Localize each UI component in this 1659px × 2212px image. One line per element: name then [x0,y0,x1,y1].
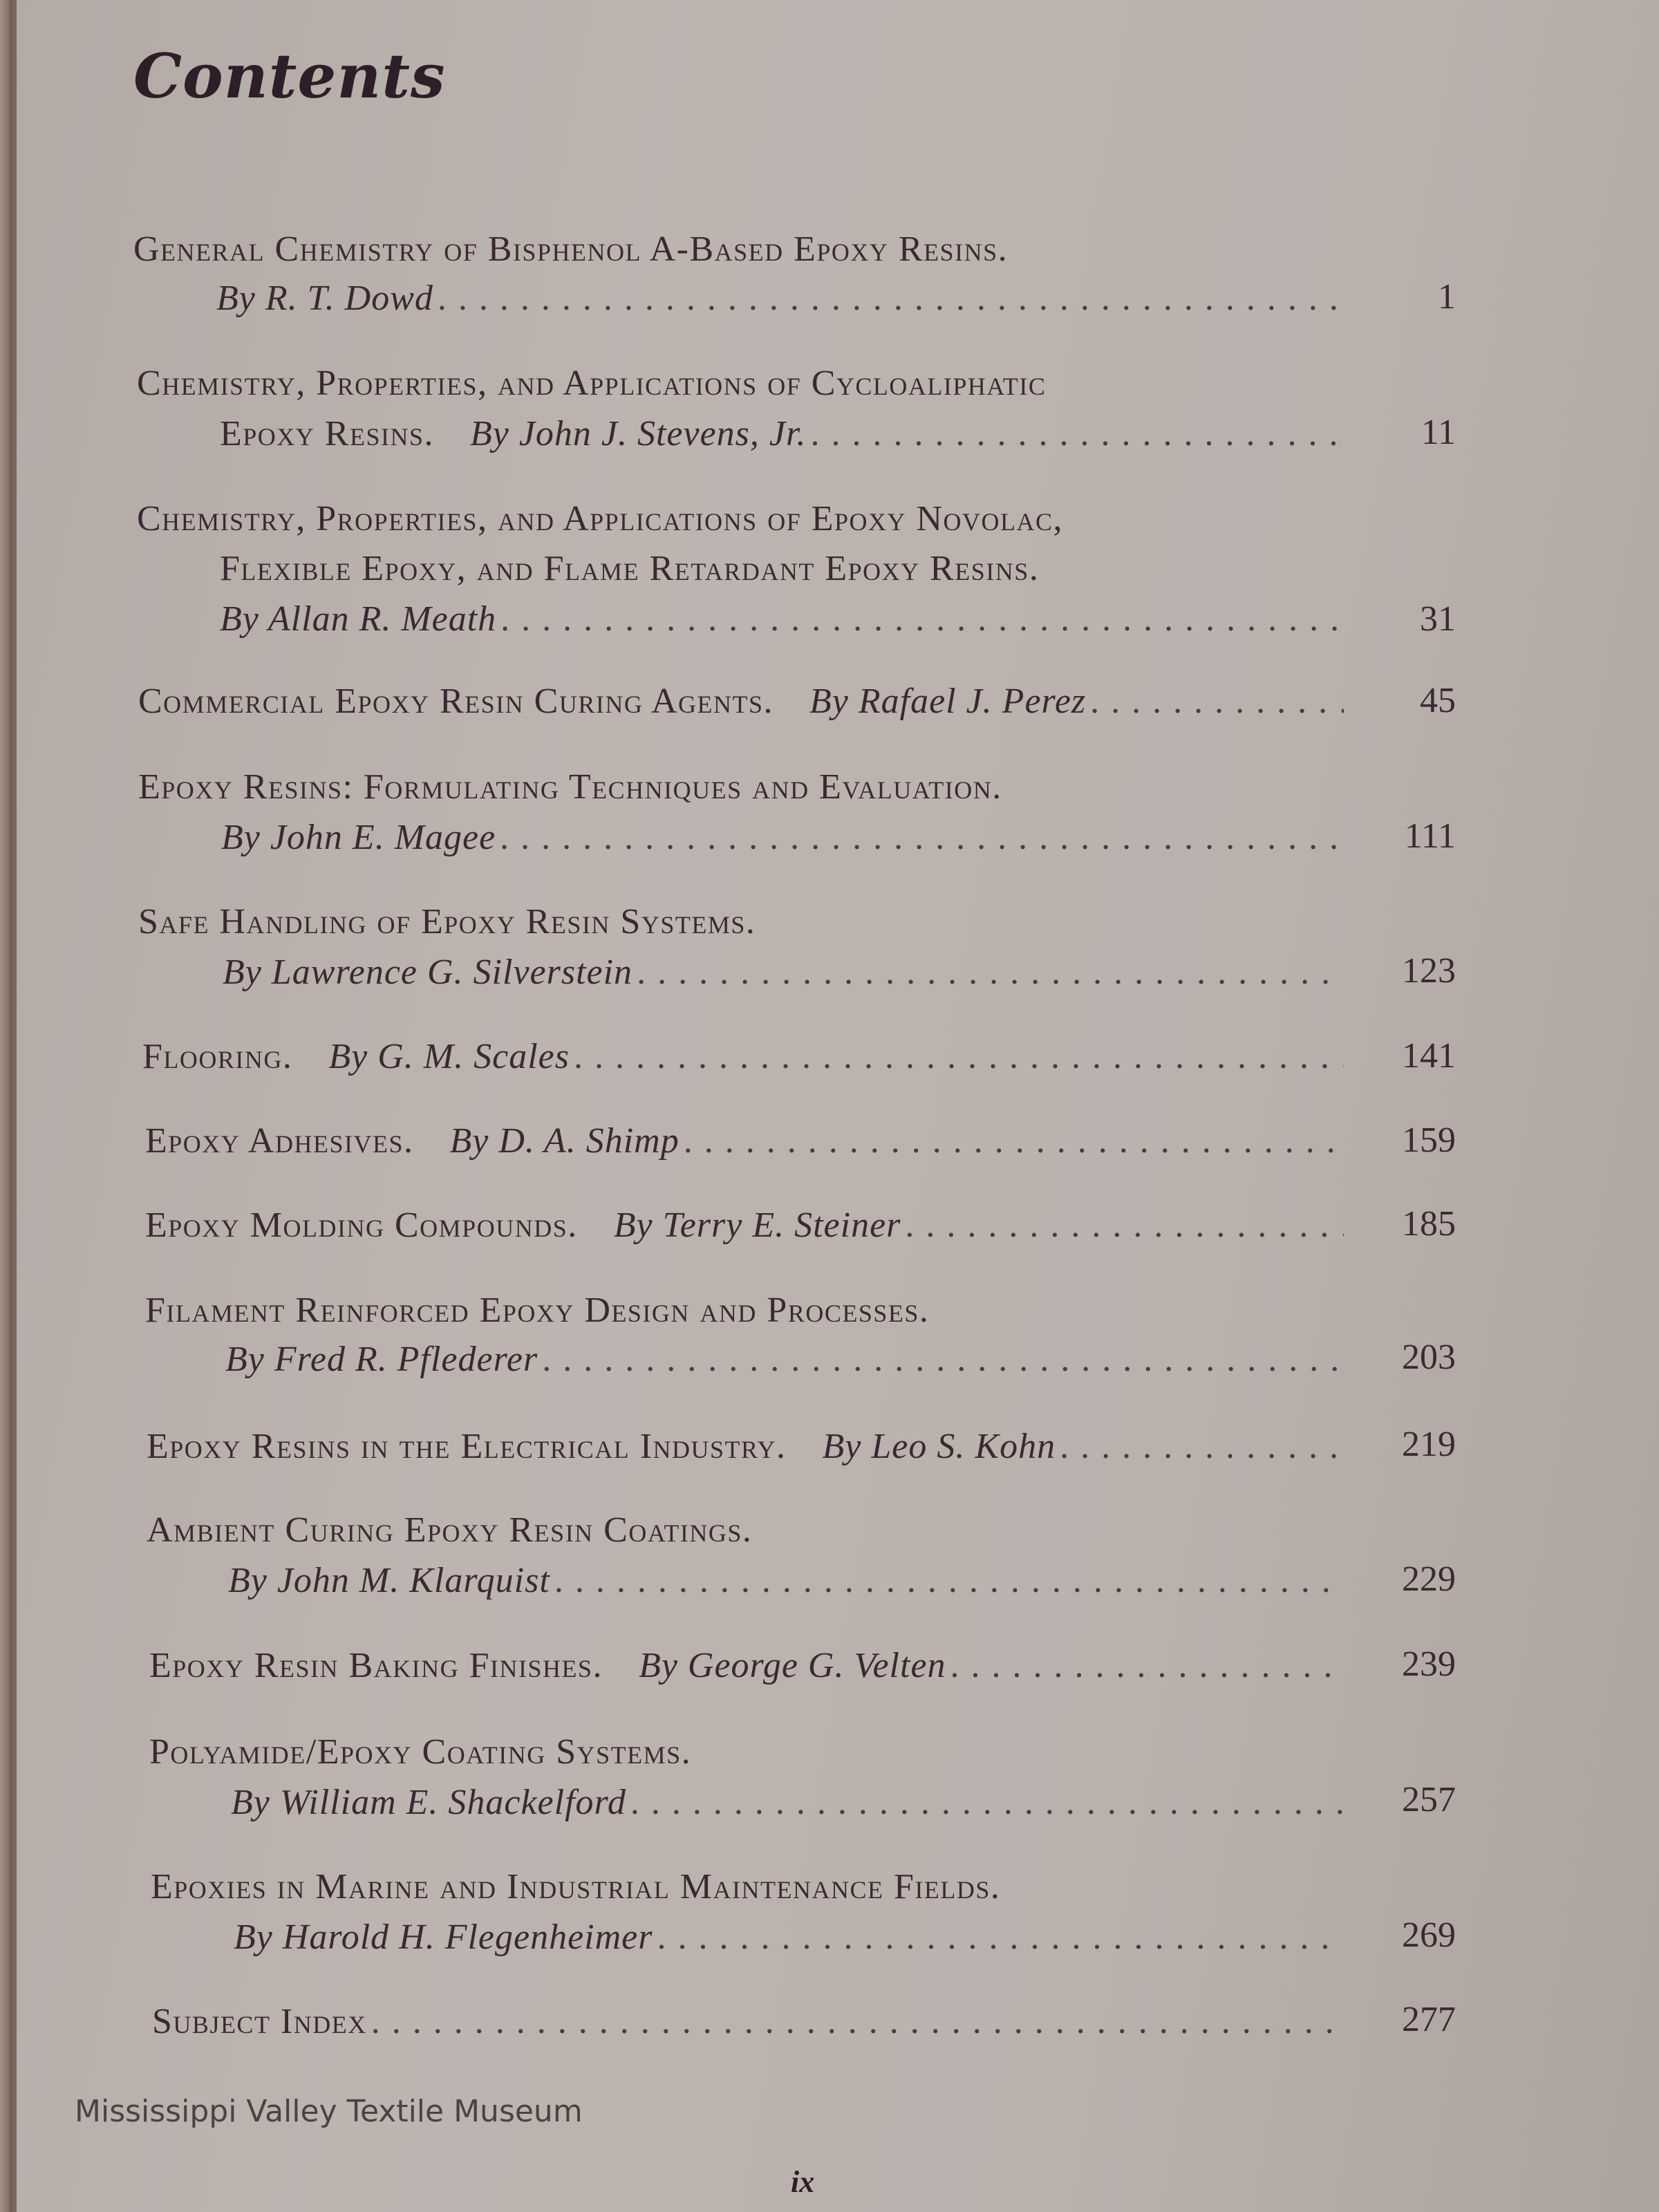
toc-entry-line [220,548,1039,598]
toc-entry-line [145,1205,1348,1255]
toc-entry-title: Flexible Epoxy, and Flame Retardant Epoxy Resins. [220,549,1040,588]
dot-leader [500,599,1344,639]
toc-entry-title: Chemistry, Properties, and Applications of Epoxy Novolac, [137,499,1064,538]
toc-entry-title: Safe Handling of Epoxy Resin Systems. [138,902,756,941]
toc-entry-line [228,1560,1348,1610]
toc-entry-line [151,1866,1000,1916]
toc-entry-page-number: 159 [1402,1121,1456,1160]
toc-entry-title: Commercial Epoxy Resin Curing Agents. [138,682,774,721]
toc-entry-title: Chemistry, Properties, and Applications of Cycloaliphatic [137,364,1047,403]
toc-entry-line [152,2001,1348,2051]
toc-entry-author: By Terry E. Steiner [613,1206,901,1245]
dot-leader [684,1121,1344,1161]
toc-entry-page-number: 31 [1420,599,1456,639]
dot-leader [810,413,1344,454]
page-folio: ix [791,2165,815,2199]
toc-entry-line [216,278,1348,328]
toc-entry-page-number: 239 [1402,1644,1456,1684]
toc-entry-title: Epoxy Adhesives. [145,1121,414,1161]
toc-entry-author: By D. A. Shimp [449,1121,679,1161]
dot-leader [657,1917,1344,1958]
toc-entry-line [145,1290,929,1340]
dot-leader [574,1036,1344,1077]
toc-entry-line [142,1036,1348,1086]
toc-entry-line [223,952,1348,1002]
toc-entry-author: By Leo S. Kohn [822,1427,1056,1466]
toc-entry-author: By G. M. Scales [328,1037,570,1076]
toc-entry-line [220,599,1348,648]
toc-entry-page-number: 45 [1420,681,1456,720]
toc-entry-author: By John M. Klarquist [228,1561,550,1600]
toc-entry-author: By William E. Shackelford [231,1783,626,1822]
toc-entry-author: By R. T. Dowd [216,279,433,318]
watermark-text: Mississippi Valley Textile Museum [75,2094,583,2129]
toc-entry-line [234,1917,1348,1967]
toc-entry-page-number: 269 [1402,1915,1456,1955]
toc-entry-page-number: 141 [1402,1036,1456,1076]
toc-entry-author: By Lawrence G. Silverstein [223,953,633,992]
toc-entry-page-number: 123 [1402,951,1456,991]
toc-entry-title: Filament Reinforced Epoxy Design and Processes. [145,1291,930,1330]
toc-entry-line [138,901,756,951]
dot-leader [630,1782,1344,1823]
toc-entry-page-number: 257 [1402,1780,1456,1819]
toc-entry-author: By George G. Velten [639,1646,946,1685]
toc-entry-author: By Harold H. Flegenheimer [234,1918,653,1957]
dot-leader [542,1339,1344,1380]
toc-entry-line [149,1732,691,1781]
dot-leader [637,952,1344,993]
toc-entry-line [221,817,1348,867]
toc-entry-page-number: 185 [1402,1204,1456,1244]
toc-entry-line [149,1645,1348,1695]
toc-entry-line [137,498,1063,548]
toc-entry-line [147,1510,752,1559]
toc-entry-author: By John E. Magee [221,818,496,857]
toc-entry-line [147,1426,1348,1476]
dot-leader [554,1560,1344,1601]
toc-entry-title: Epoxies in Marine and Industrial Maintenance Fields. [151,1867,1001,1906]
toc-entry-title: Epoxy Resins: Formulating Techniques and Evaluation. [138,767,1002,807]
dot-leader [438,278,1344,319]
dot-leader [905,1205,1344,1246]
dot-leader [371,2001,1344,2042]
toc-entry-author: By Fred R. Pflederer [225,1340,538,1379]
toc-entry-page-number: 111 [1404,816,1456,856]
dot-leader [1060,1426,1344,1467]
page-title: Contents [133,40,446,112]
toc-entry-title: Epoxy Molding Compounds. [145,1206,578,1245]
toc-entry-page-number: 229 [1402,1559,1456,1599]
toc-entry-line [133,229,1008,279]
toc-entry-author: By Rafael J. Perez [809,682,1087,721]
toc-entry-page-number: 203 [1402,1338,1456,1377]
dot-leader [500,817,1344,858]
toc-entry-title: Polyamide/Epoxy Coating Systems. [149,1732,692,1772]
toc-entry-title: Epoxy Resin Baking Finishes. [149,1646,603,1685]
toc-entry-title: Subject Index [152,2002,367,2041]
toc-entry-page-number: 1 [1438,277,1456,317]
dot-leader [950,1645,1344,1686]
toc-entry-line [220,413,1348,463]
toc-entry-line [231,1782,1348,1832]
toc-entry-title: Ambient Curing Epoxy Resin Coatings. [147,1510,753,1550]
toc-entry-title: Epoxy Resins. [220,414,434,453]
toc-entry-author: By John J. Stevens, Jr. [469,414,807,453]
toc-entry-page-number: 219 [1402,1425,1456,1464]
toc-entry-author: By Allan R. Meath [220,599,497,639]
toc-entry-title: Flooring. [142,1037,293,1076]
toc-entry-line [137,363,1046,413]
toc-entry-line [138,681,1348,731]
toc-entry-title: General Chemistry of Bisphenol A-Based Epoxy Resins. [133,229,1009,269]
toc-entry-title: Epoxy Resins in the Electrical Industry. [147,1427,787,1466]
toc-entry-line [225,1339,1348,1389]
toc-entry-page-number: 277 [1402,2000,1456,2039]
toc-entry-line [138,767,1002,816]
toc-entry-page-number: 11 [1421,413,1456,452]
toc-entry-line [145,1121,1348,1170]
dot-leader [1090,681,1344,722]
